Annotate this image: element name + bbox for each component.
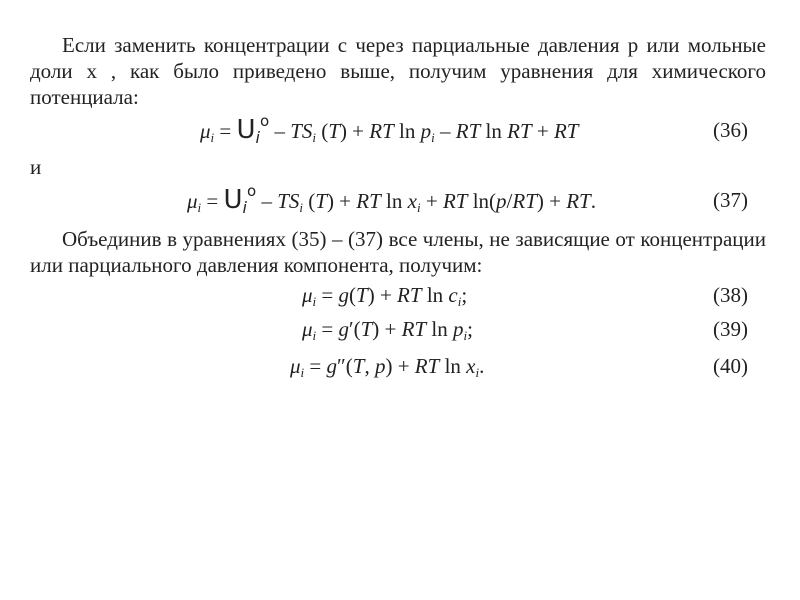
equation-37: $\mu_i = U_i^o - TS_i$ (T) + RT $\ln x_i$ + RT ln(p/RT) + RT.	[187, 182, 596, 217]
equation-36: $\mu_i = U_i^o - TS_i$ (T) + RT $\ln p_i$ – RT ln RT + RT	[200, 112, 579, 147]
equation-number-39: (39)	[713, 317, 748, 341]
equation-38: $\mu_i = g(T)$ + RT $\ln c_i$;	[302, 283, 468, 309]
equation-number-37: (37)	[713, 188, 748, 212]
equation-number-38: (38)	[713, 283, 748, 307]
intro-paragraph	[30, 32, 766, 110]
equation-number-40: (40)	[713, 354, 748, 378]
conjunction-text: и	[30, 155, 42, 179]
combine-paragraph-text: Объединив в уравнениях (35) – (37) все члены, не зависящие от концентрации или парциального давления компонента, получим:	[30, 227, 766, 277]
combine-paragraph	[30, 226, 766, 278]
intro-paragraph-text: Если заменить концентрации c через парциальные давления p или мольные доли x , как было приведено выше, получим уравнения для химического потенциала:	[30, 33, 766, 109]
equation-39: $\mu_i = g'(T)$ + RT $\ln p_i$;	[302, 317, 473, 343]
equation-number-36: (36)	[713, 118, 748, 142]
equation-40: $\mu_i = g''(T$, p) + RT $\ln x_i$.	[290, 354, 485, 380]
